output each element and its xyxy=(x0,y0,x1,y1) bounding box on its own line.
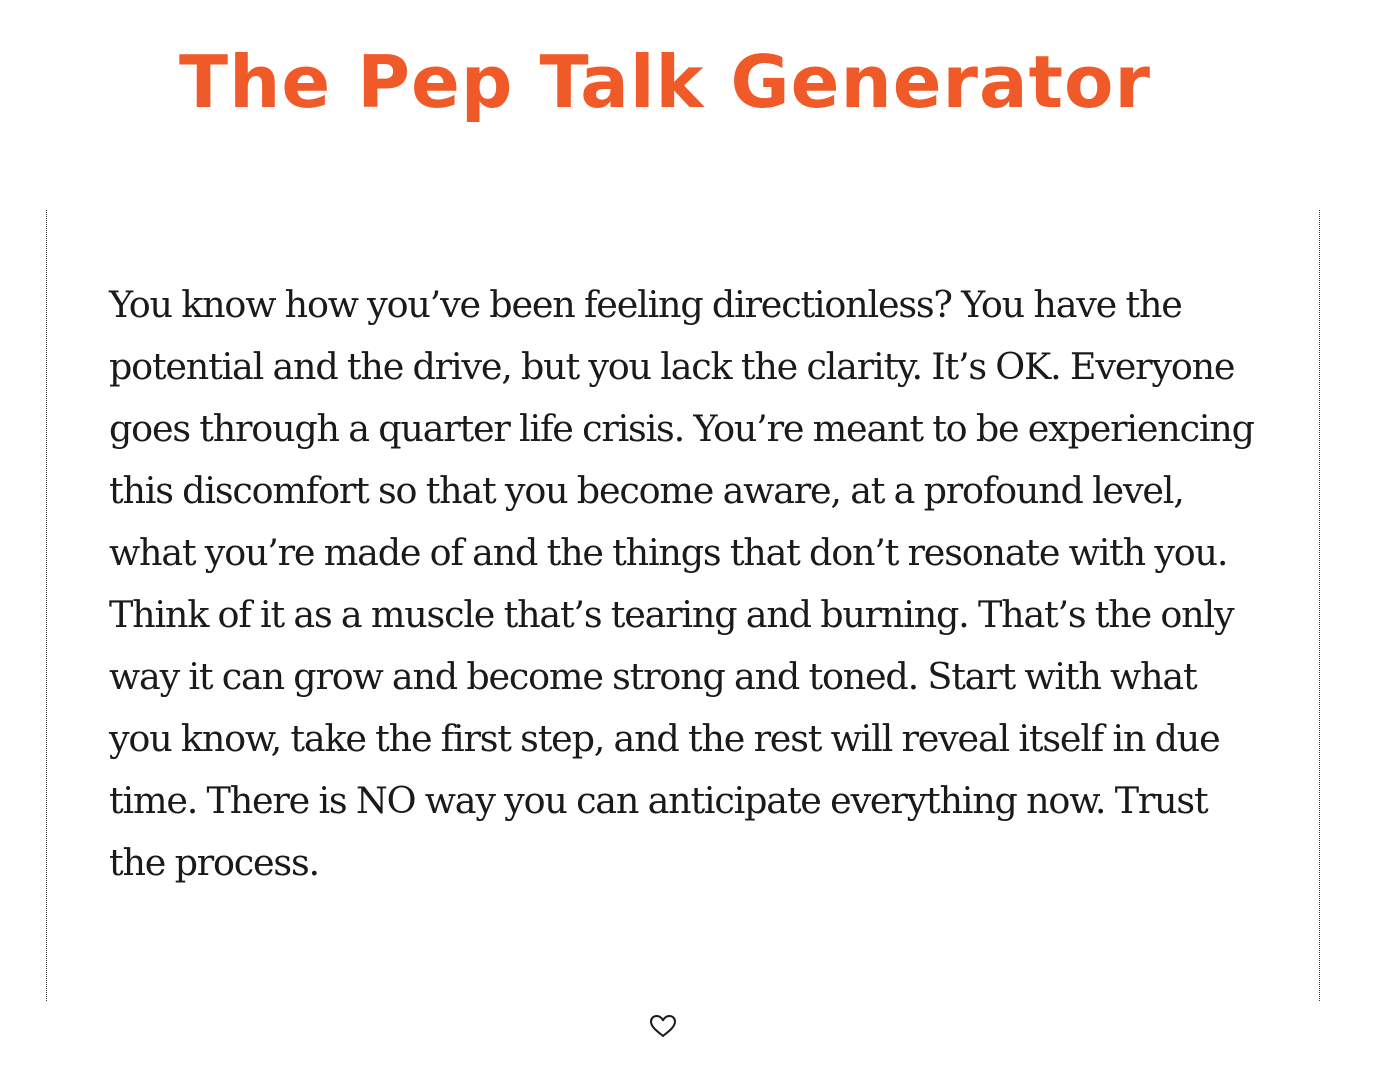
heart-icon xyxy=(649,1014,677,1038)
pep-talk-text: You know how you’ve been feeling directionless? You have the potential and the drive, but you lack the clarity. It’s OK. Everyone goes through a quarter life crisis. You’re meant to be experiencing this discomfort so that you become aware, at a profound level, what you’re made of and the things that don’t resonate with you. Think of it as a muscle that’s tearing and burning. That’s the only way it can grow and become strong and toned. Start with what you know, take the first step, and the rest will reveal itself in due time. There is NO way you can anticipate everything now. Trust the process. xyxy=(109,283,1254,884)
page-title: The Pep Talk Generator xyxy=(178,40,1152,124)
pep-talk-card xyxy=(46,210,1320,1001)
like-button[interactable] xyxy=(646,1011,680,1041)
